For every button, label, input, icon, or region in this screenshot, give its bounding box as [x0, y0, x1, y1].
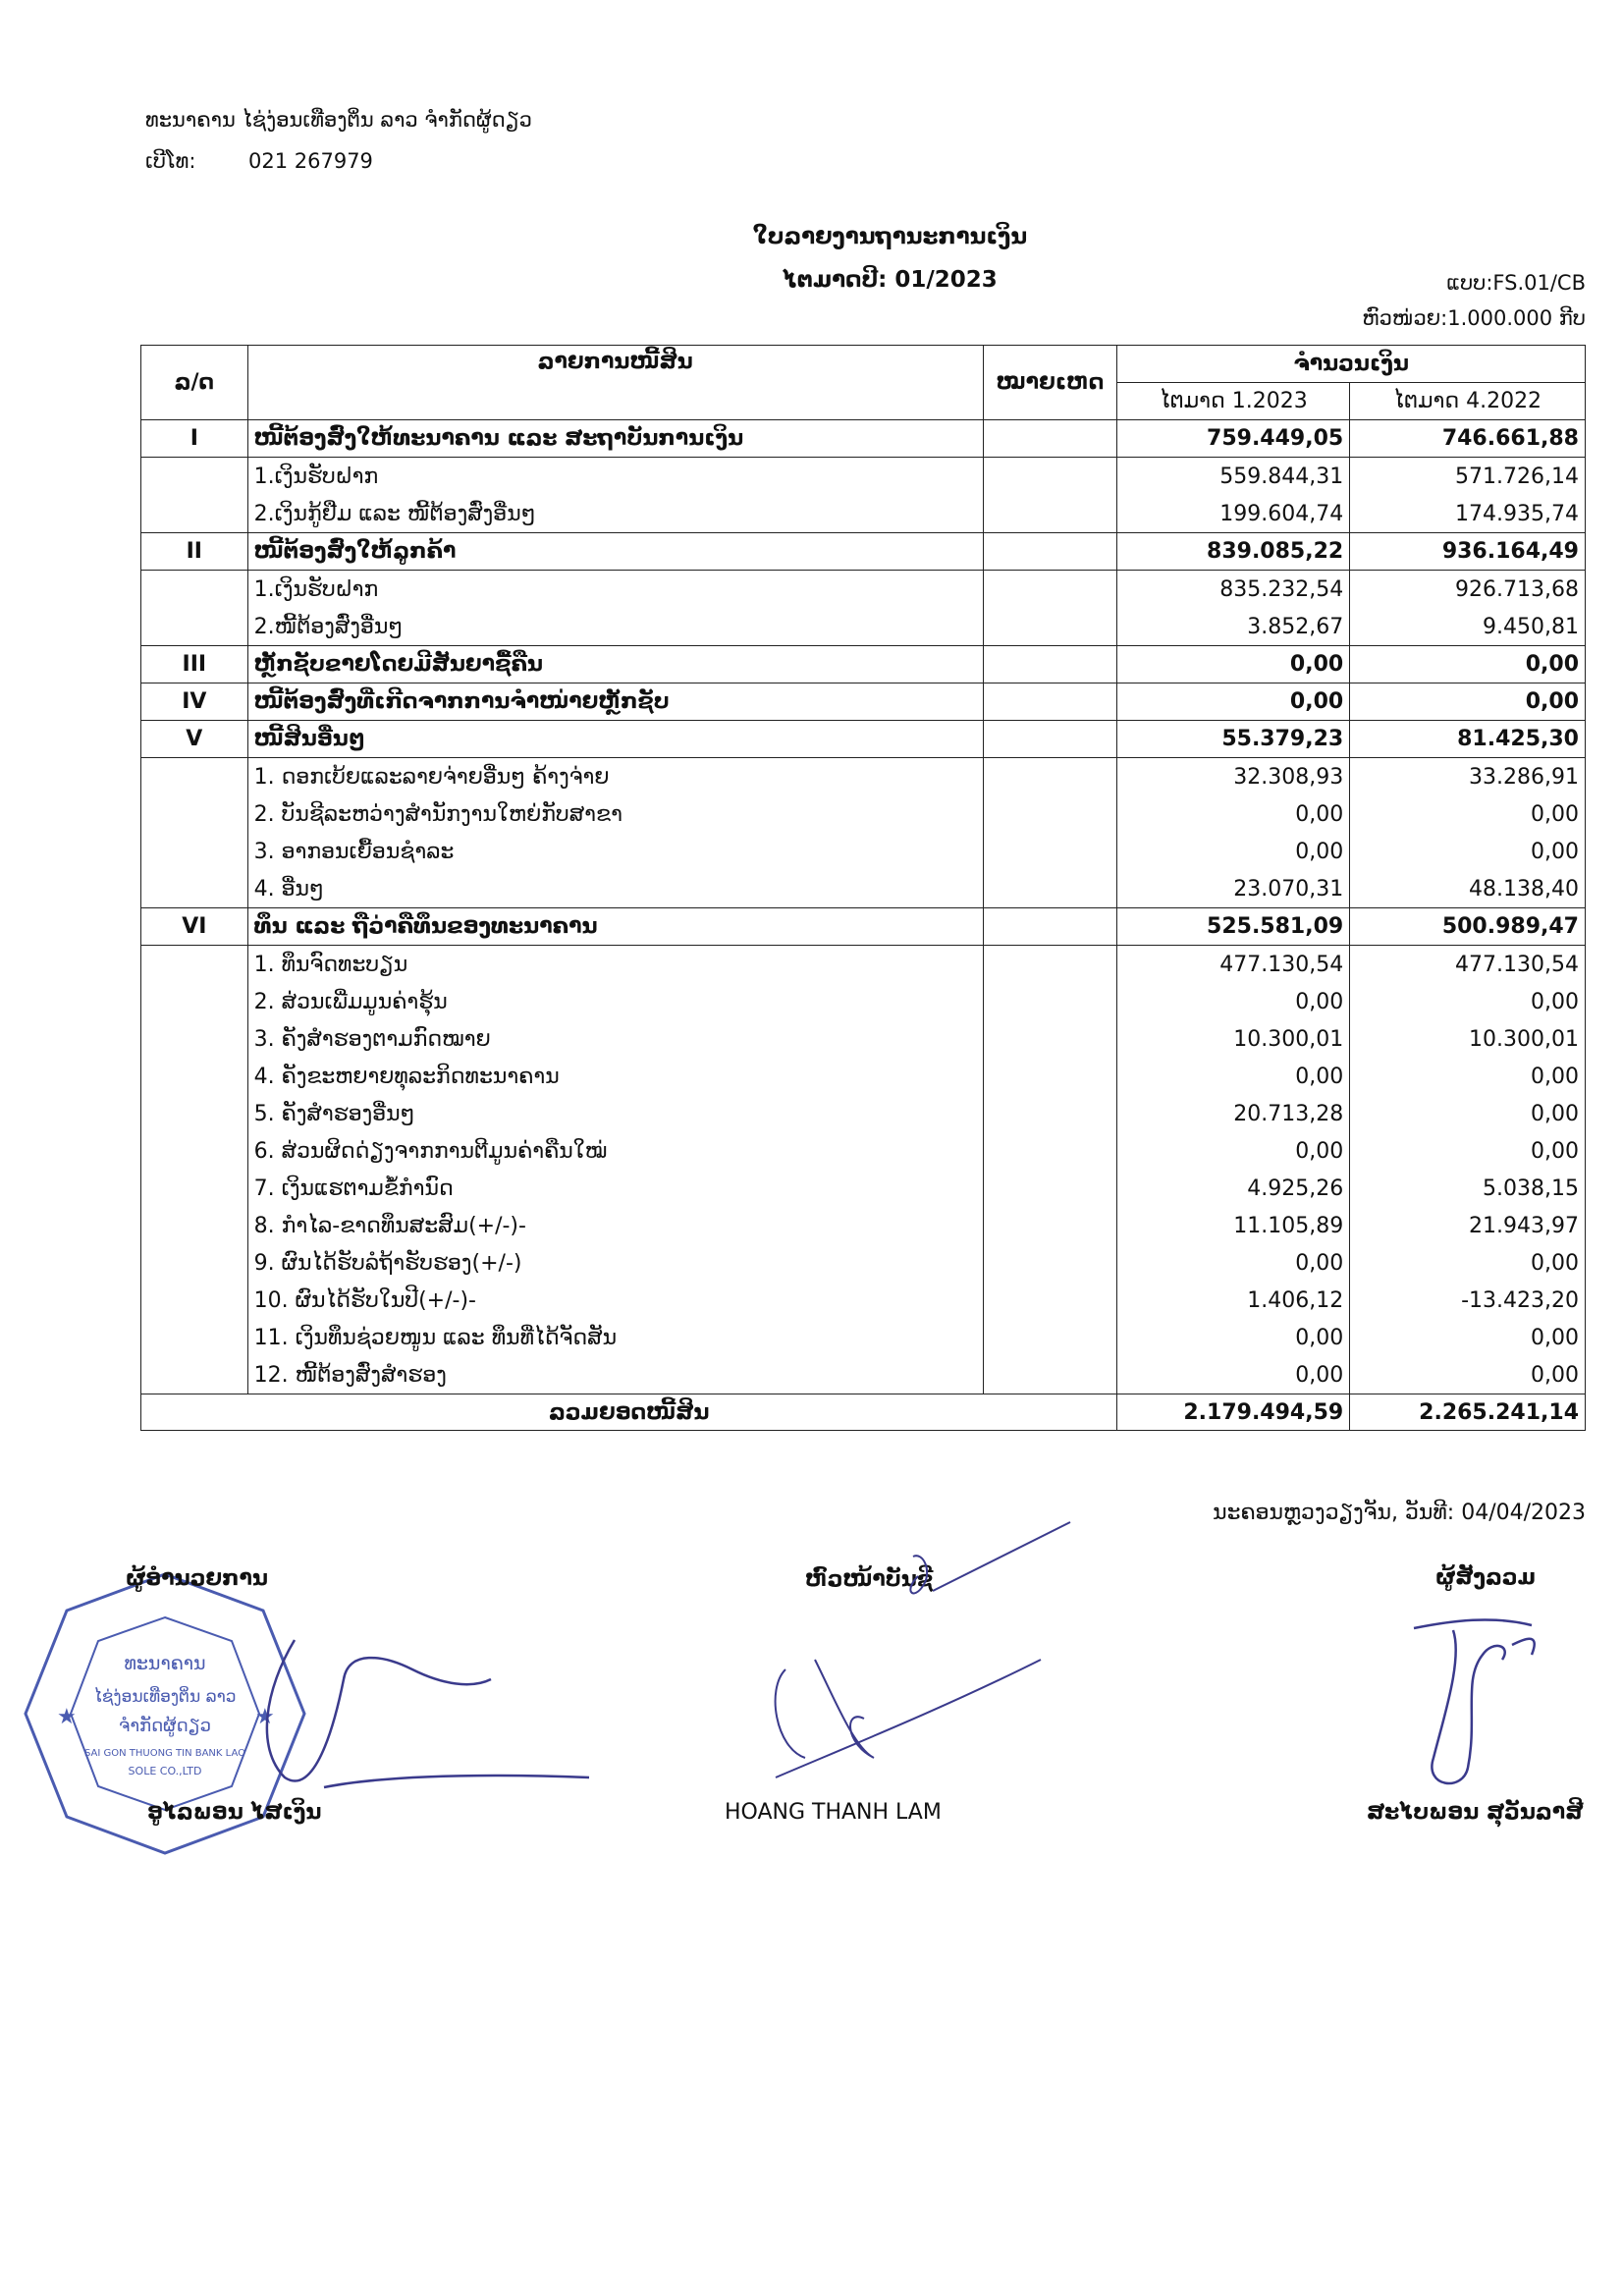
row-number — [141, 795, 248, 833]
row-number — [141, 758, 248, 796]
row-number — [141, 1356, 248, 1394]
table-row — [141, 983, 1586, 1020]
unit-label: ຫົວໜ່ວຍ:1.000.000 ກີບ — [1362, 306, 1586, 330]
table-row — [141, 608, 1586, 646]
stamp-line4: SAI GON THUONG TIN BANK LAO — [84, 1748, 245, 1759]
row-value-q1-2023: 20.713,28 — [1117, 1095, 1350, 1132]
row-value-q4-2022: 174.935,74 — [1350, 495, 1586, 533]
table-row — [141, 870, 1586, 908]
row-value-q4-2022: 0,00 — [1350, 833, 1586, 870]
row-value-q4-2022: 21.943,97 — [1350, 1207, 1586, 1244]
row-item: 1.ເງິນຮັບຝາກ — [247, 458, 983, 496]
header-col1: ໄຕມາດ 1.2023 — [1117, 383, 1350, 420]
section-row — [141, 420, 1586, 458]
total-label: ລວມຍອດໜີ້ສິນ — [141, 1394, 1117, 1431]
row-note — [983, 1095, 1117, 1132]
row-value-q1-2023: 0,00 — [1117, 1132, 1350, 1170]
row-value-q1-2023: 199.604,74 — [1117, 495, 1350, 533]
row-value-q4-2022: 0,00 — [1350, 1132, 1586, 1170]
row-item: ໜີ້ຕ້ອງສົ່ງໃຫ້ທະນາຄານ ແລະ ສະຖາບັນການເງິນ — [247, 420, 983, 458]
row-value-q4-2022: 0,00 — [1350, 1095, 1586, 1132]
row-value-q4-2022: 0,00 — [1350, 1058, 1586, 1095]
table-row — [141, 1244, 1586, 1282]
row-item: 4. ຄັງຂະຫຍາຍທຸລະກິດທະນາຄານ — [247, 1058, 983, 1095]
row-value-q1-2023: 23.070,31 — [1117, 870, 1350, 908]
table-row — [141, 1170, 1586, 1207]
row-value-q4-2022: 746.661,88 — [1350, 420, 1586, 458]
table-row — [141, 571, 1586, 609]
header-amount: ຈຳນວນເງິນ — [1117, 346, 1586, 383]
row-number — [141, 1132, 248, 1170]
stamp-line3: ຈຳກັດຜູ້ດຽວ — [119, 1716, 211, 1736]
row-value-q4-2022: -13.423,20 — [1350, 1282, 1586, 1319]
row-note — [983, 721, 1117, 758]
compiler-name: ສະໄບພອນ ສຸວັນລາສີ — [1367, 1800, 1584, 1825]
row-number — [141, 1020, 248, 1058]
row-note — [983, 983, 1117, 1020]
table-row — [141, 833, 1586, 870]
chief-accountant-name: HOANG THANH LAM — [725, 1800, 942, 1825]
row-note — [983, 1020, 1117, 1058]
report-period: ໄຕມາດປີ: 01/2023 — [783, 267, 998, 293]
row-value-q1-2023: 4.925,26 — [1117, 1170, 1350, 1207]
row-value-q1-2023: 839.085,22 — [1117, 533, 1350, 571]
row-value-q1-2023: 525.581,09 — [1117, 908, 1350, 946]
row-number — [141, 1244, 248, 1282]
row-value-q4-2022: 936.164,49 — [1350, 533, 1586, 571]
row-number — [141, 495, 248, 533]
row-note — [983, 533, 1117, 571]
phone-label: ເບີໂທ: — [145, 149, 196, 173]
row-number — [141, 458, 248, 496]
row-value-q4-2022: 926.713,68 — [1350, 571, 1586, 609]
table-row — [141, 1132, 1586, 1170]
table-row — [141, 1282, 1586, 1319]
table-row — [141, 795, 1586, 833]
table-body — [141, 420, 1586, 1394]
table-row — [141, 1020, 1586, 1058]
table-row — [141, 1058, 1586, 1095]
row-value-q1-2023: 1.406,12 — [1117, 1282, 1350, 1319]
row-value-q4-2022: 477.130,54 — [1350, 946, 1586, 984]
stamp-star-left-icon: ★ — [57, 1705, 77, 1729]
row-item: ທຶນ ແລະ ຖືວ່າຄືທຶນຂອງທະນາຄານ — [247, 908, 983, 946]
row-value-q4-2022: 500.989,47 — [1350, 908, 1586, 946]
table-row — [141, 1095, 1586, 1132]
row-item: ໜີ້ຕ້ອງສົ່ງທີ່ເກີດຈາກການຈຳໜ່າຍຫຼັກຊັບ — [247, 683, 983, 721]
row-number — [141, 1095, 248, 1132]
section-row — [141, 721, 1586, 758]
row-number — [141, 1170, 248, 1207]
total-v2: 2.265.241,14 — [1350, 1394, 1586, 1431]
director-title: ຜູ້ອຳນວຍການ — [126, 1566, 268, 1591]
row-item: 11. ເງິນທຶນຊ່ວຍໜູນ ແລະ ທຶນທີ່ໄດ້ຈັດສັນ — [247, 1319, 983, 1356]
row-number: V — [141, 721, 248, 758]
row-item: 3. ອາກອນເຍື້ອນຊຳລະ — [247, 833, 983, 870]
row-value-q4-2022: 0,00 — [1350, 683, 1586, 721]
row-item: 6. ສ່ວນຜິດດ່ຽງຈາກການຕີມູນຄ່າຄືນໃໝ່ — [247, 1132, 983, 1170]
row-number: I — [141, 420, 248, 458]
header-no: ລ/ດ — [141, 346, 248, 420]
director-name: ອູໄລພອນ ໄສເງິນ — [147, 1800, 322, 1825]
row-number — [141, 608, 248, 646]
row-value-q4-2022: 9.450,81 — [1350, 608, 1586, 646]
chief-accountant-signature — [746, 1512, 1100, 1797]
row-note — [983, 1356, 1117, 1394]
row-value-q4-2022: 81.425,30 — [1350, 721, 1586, 758]
table-row — [141, 1207, 1586, 1244]
row-note — [983, 458, 1117, 496]
place-date: ນະຄອນຫຼວງວຽງຈັນ, ວັນທີ: 04/04/2023 — [1213, 1501, 1586, 1525]
row-item: 3. ຄັງສຳຮອງຕາມກົດໝາຍ — [247, 1020, 983, 1058]
total-v1: 2.179.494,59 — [1117, 1394, 1350, 1431]
stamp-line2: ໄຊ່ງ່ອນເທືອງຕິ່ນ ລາວ — [93, 1687, 237, 1707]
row-note — [983, 420, 1117, 458]
row-value-q4-2022: 0,00 — [1350, 983, 1586, 1020]
row-value-q1-2023: 0,00 — [1117, 1058, 1350, 1095]
row-note — [983, 1132, 1117, 1170]
row-value-q4-2022: 0,00 — [1350, 795, 1586, 833]
table-row — [141, 946, 1586, 984]
table-row — [141, 1319, 1586, 1356]
total-row — [141, 1394, 1586, 1431]
row-note — [983, 758, 1117, 796]
row-value-q1-2023: 835.232,54 — [1117, 571, 1350, 609]
row-item: ໜີ້ສິນອື່ນໆ — [247, 721, 983, 758]
row-item: 2. ບັນຊີລະຫວ່າງສຳນັກງານໃຫຍ່ກັບສາຂາ — [247, 795, 983, 833]
phone-value: 021 267979 — [248, 149, 373, 173]
row-note — [983, 571, 1117, 609]
section-row — [141, 646, 1586, 683]
stamp-line5: SOLE CO.,LTD — [128, 1765, 202, 1777]
row-note — [983, 1058, 1117, 1095]
row-value-q1-2023: 0,00 — [1117, 1244, 1350, 1282]
row-note — [983, 683, 1117, 721]
header-col2: ໄຕມາດ 4.2022 — [1350, 383, 1586, 420]
row-value-q1-2023: 0,00 — [1117, 795, 1350, 833]
row-note — [983, 1282, 1117, 1319]
row-item: 4. ອື່ນໆ — [247, 870, 983, 908]
row-number — [141, 983, 248, 1020]
row-note — [983, 608, 1117, 646]
row-item: 1.ເງິນຮັບຝາກ — [247, 571, 983, 609]
row-item: 10. ຜົນໄດ້ຮັບໃນປີ(+/-)- — [247, 1282, 983, 1319]
row-number — [141, 571, 248, 609]
header-item: ລາຍການໜີ້ສິນ — [247, 346, 983, 420]
row-item: 5. ຄັງສຳຮອງອື່ນໆ — [247, 1095, 983, 1132]
row-number — [141, 1282, 248, 1319]
row-note — [983, 1207, 1117, 1244]
form-code: ແບບ:FS.01/CB — [1446, 271, 1586, 295]
row-value-q1-2023: 0,00 — [1117, 1356, 1350, 1394]
director-signature — [147, 1611, 609, 1807]
row-value-q4-2022: 5.038,15 — [1350, 1170, 1586, 1207]
section-row — [141, 683, 1586, 721]
table-row — [141, 758, 1586, 796]
liabilities-table — [140, 345, 1586, 1431]
row-number: IV — [141, 683, 248, 721]
row-item: 7. ເງິນແຮຕາມຂໍ້ກຳນົດ — [247, 1170, 983, 1207]
row-note — [983, 908, 1117, 946]
row-value-q1-2023: 559.844,31 — [1117, 458, 1350, 496]
row-note — [983, 946, 1117, 984]
row-value-q1-2023: 0,00 — [1117, 683, 1350, 721]
row-value-q4-2022: 0,00 — [1350, 1356, 1586, 1394]
section-row — [141, 533, 1586, 571]
row-value-q1-2023: 11.105,89 — [1117, 1207, 1350, 1244]
table-row — [141, 1356, 1586, 1394]
row-number — [141, 1058, 248, 1095]
row-number — [141, 946, 248, 984]
table-row — [141, 495, 1586, 533]
row-item: 2. ສ່ວນເພີ່ມມູນຄ່າຮຸ້ນ — [247, 983, 983, 1020]
row-note — [983, 495, 1117, 533]
row-item: 9. ຜົນໄດ້ຮັບລໍຖ້າຮັບຮອງ(+/-) — [247, 1244, 983, 1282]
row-item: ຫຼັກຊັບຂາຍໂດຍມີສັນຍາຊື້ຄືນ — [247, 646, 983, 683]
compiler-signature — [1394, 1601, 1571, 1797]
row-value-q4-2022: 10.300,01 — [1350, 1020, 1586, 1058]
row-note — [983, 646, 1117, 683]
row-item: ໜີ້ຕ້ອງສົ່ງໃຫ້ລູກຄ້າ — [247, 533, 983, 571]
row-note — [983, 1319, 1117, 1356]
row-item: 1. ດອກເບ້ຍແລະລາຍຈ່າຍອື່ນໆ ຄ້າງຈ່າຍ — [247, 758, 983, 796]
row-value-q1-2023: 0,00 — [1117, 1319, 1350, 1356]
row-note — [983, 1170, 1117, 1207]
stamp-star-right-icon: ★ — [255, 1705, 275, 1729]
row-note — [983, 870, 1117, 908]
header-note: ໝາຍເຫດ — [983, 346, 1117, 420]
row-value-q1-2023: 10.300,01 — [1117, 1020, 1350, 1058]
report-title: ໃບລາຍງານຖານະການເງິນ — [752, 224, 1028, 249]
row-value-q1-2023: 3.852,67 — [1117, 608, 1350, 646]
row-item: 8. ກຳໄລ-ຂາດທຶນສະສົມ(+/-)- — [247, 1207, 983, 1244]
row-value-q1-2023: 0,00 — [1117, 646, 1350, 683]
row-note — [983, 1244, 1117, 1282]
row-item: 2.ເງິນກູ້ຢືມ ແລະ ໜີ້ຕ້ອງສົ່ງອື່ນໆ — [247, 495, 983, 533]
row-number: III — [141, 646, 248, 683]
row-number: VI — [141, 908, 248, 946]
row-number — [141, 1207, 248, 1244]
row-value-q4-2022: 0,00 — [1350, 1319, 1586, 1356]
row-value-q1-2023: 0,00 — [1117, 833, 1350, 870]
row-value-q1-2023: 477.130,54 — [1117, 946, 1350, 984]
row-value-q4-2022: 0,00 — [1350, 1244, 1586, 1282]
stamp-line1: ທະນາຄານ — [124, 1653, 206, 1674]
row-value-q4-2022: 571.726,14 — [1350, 458, 1586, 496]
row-value-q1-2023: 759.449,05 — [1117, 420, 1350, 458]
row-value-q4-2022: 0,00 — [1350, 646, 1586, 683]
row-number — [141, 870, 248, 908]
row-note — [983, 833, 1117, 870]
row-number — [141, 833, 248, 870]
section-row — [141, 908, 1586, 946]
row-number — [141, 1319, 248, 1356]
row-item: 12. ໜີ້ຕ້ອງສົ່ງສຳຮອງ — [247, 1356, 983, 1394]
row-value-q1-2023: 32.308,93 — [1117, 758, 1350, 796]
table-row — [141, 458, 1586, 496]
row-note — [983, 795, 1117, 833]
bank-name: ທະນາຄານ ໄຊ່ງ່ອນເທືອງຕິ່ນ ລາວ ຈຳກັດຜູ້ດຽວ — [145, 108, 532, 132]
row-value-q1-2023: 0,00 — [1117, 983, 1350, 1020]
row-number: II — [141, 533, 248, 571]
row-item: 2.ໜີ້ຕ້ອງສົ່ງອື່ນໆ — [247, 608, 983, 646]
chief-accountant-title: ຫົວໜ້າບັນຊີ — [805, 1567, 934, 1592]
row-value-q4-2022: 48.138,40 — [1350, 870, 1586, 908]
row-item: 1. ທຶນຈົດທະບຽນ — [247, 946, 983, 984]
phone-line — [145, 147, 373, 175]
row-value-q4-2022: 33.286,91 — [1350, 758, 1586, 796]
row-value-q1-2023: 55.379,23 — [1117, 721, 1350, 758]
compiler-title: ຜູ້ສັງລວມ — [1435, 1565, 1536, 1590]
